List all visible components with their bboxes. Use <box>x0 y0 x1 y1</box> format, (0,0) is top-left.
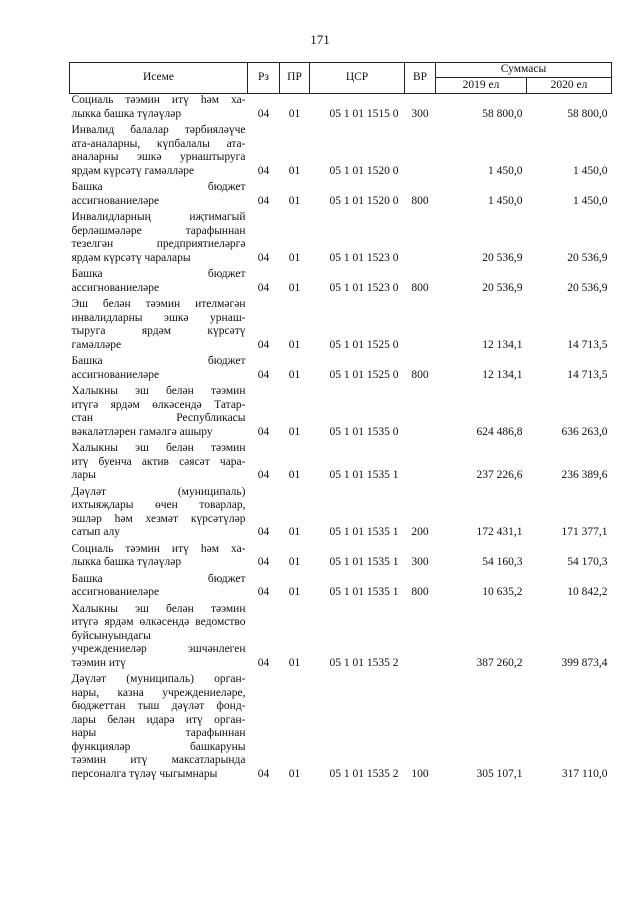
row-name-line: гамәлләре <box>71 338 122 351</box>
row-name <box>70 181 248 211</box>
row-name-line: Халыкны эш белән тәэмин <box>71 385 246 397</box>
row-name <box>70 486 248 543</box>
row-name-line: Инвалидларның иҗтимагый <box>71 211 246 223</box>
table-row <box>70 181 612 211</box>
row-rz: 04 <box>257 368 270 381</box>
row-sum-2020: 20 536,9 <box>567 281 608 294</box>
row-name-line: учреждениеләр эшчәнлеген <box>71 643 246 655</box>
row-pr: 01 <box>288 586 301 598</box>
row-csr: 05 1 01 1535 0 <box>329 425 399 438</box>
row-name-line: Дәүләт (муниципаль) <box>71 485 246 498</box>
table-row <box>70 268 612 298</box>
row-name-line: Башка бюджет <box>71 572 246 585</box>
row-sum-2020: 14 713,5 <box>567 368 608 381</box>
header-year-2019: 2019 ел <box>436 78 527 94</box>
row-vr <box>405 385 436 442</box>
header-year-2020: 2020 ел <box>527 78 612 94</box>
row-sum-2019: 54 160,3 <box>482 556 523 568</box>
row-name <box>70 442 248 486</box>
table-row <box>70 573 612 603</box>
row-sum-2020: 317 110,0 <box>561 767 608 780</box>
row-vr <box>405 211 436 268</box>
row-vr: 200 <box>411 526 429 538</box>
table-body <box>70 94 612 785</box>
row-name-line: эшләр һәм хезмәт күрсәтүләр <box>71 512 246 525</box>
row-name-line: буйсынуындагы <box>71 629 151 642</box>
row-sum-2019: 624 486,8 <box>476 425 523 438</box>
row-name-line: ассигнованиеләре <box>71 368 160 381</box>
row-name <box>70 268 248 298</box>
row-csr: 05 1 01 1535 1 <box>329 526 399 538</box>
row-sum-2019: 237 226,6 <box>476 469 523 481</box>
row-sum-2020: 1 450,0 <box>573 194 608 207</box>
row-name <box>70 603 248 674</box>
row-name-line: Башка бюджет <box>71 355 246 367</box>
row-name-line: лары <box>71 469 96 481</box>
row-rz: 04 <box>257 469 270 481</box>
row-vr: 800 <box>411 194 429 207</box>
row-vr: 300 <box>411 107 429 120</box>
row-sum-2020: 636 263,0 <box>561 425 608 438</box>
row-name-line: лыкка башка түләүләр <box>71 556 182 568</box>
table-row <box>70 94 612 125</box>
table-row <box>70 543 612 573</box>
row-rz: 04 <box>257 767 270 780</box>
row-name-line: ассигнованиеләре <box>71 194 160 207</box>
header-pr: ПР <box>280 63 310 94</box>
row-name-line: ярдәм күрсәтү чаралары <box>71 251 191 264</box>
row-rz: 04 <box>257 586 270 598</box>
row-csr: 05 1 01 1515 0 <box>329 107 399 120</box>
row-csr: 05 1 01 1523 0 <box>329 251 399 264</box>
row-name-line: Социаль тәэмин итү һәм ха- <box>71 94 246 106</box>
row-name-line: Халыкны эш белән тәэмин <box>71 602 246 615</box>
row-rz: 04 <box>257 338 270 351</box>
row-rz: 04 <box>257 251 270 264</box>
row-sum-2020: 14 713,5 <box>567 338 608 351</box>
row-sum-2020: 236 389,6 <box>561 469 608 481</box>
row-csr: 05 1 01 1535 1 <box>329 469 399 481</box>
header-csr: ЦСР <box>310 63 405 94</box>
row-name-line: стан Республикасы <box>71 412 246 424</box>
row-pr: 01 <box>288 107 301 120</box>
row-name-line: тезелгән предприятиеләргә <box>71 238 246 250</box>
row-name-line: ата-аналарны, күпбалалы ата- <box>71 137 246 150</box>
row-pr: 01 <box>288 526 301 538</box>
row-name <box>70 94 248 125</box>
row-name <box>70 355 248 385</box>
table-header <box>70 63 612 94</box>
row-rz: 04 <box>257 656 270 669</box>
row-pr: 01 <box>288 164 301 177</box>
row-name-line: Башка бюджет <box>71 181 246 193</box>
row-csr: 05 1 01 1523 0 <box>329 281 399 294</box>
row-sum-2020: 1 450,0 <box>573 164 608 177</box>
row-name-line: Башка бюджет <box>71 268 246 280</box>
row-name-line: итүгә ярдәм өлкәсендә ведомство <box>71 616 246 628</box>
row-pr: 01 <box>288 338 301 351</box>
row-name-line: Халыкны эш белән тәэмин <box>71 442 246 454</box>
row-name-line: итү буенча актив сәясәт чара- <box>71 455 246 468</box>
row-name-line: ихтыяҗлары өчен товарлар, <box>71 499 246 511</box>
row-vr: 800 <box>411 586 429 598</box>
row-sum-2019: 58 800,0 <box>482 107 523 120</box>
row-vr: 800 <box>411 281 429 294</box>
row-sum-2020: 58 800,0 <box>567 107 608 120</box>
row-sum-2019: 20 536,9 <box>482 281 523 294</box>
row-sum-2019: 12 134,1 <box>482 338 523 351</box>
header-rz: Рз <box>248 63 280 94</box>
row-pr: 01 <box>288 767 301 780</box>
row-name <box>70 385 248 442</box>
row-sum-2020: 54 170,3 <box>567 556 608 568</box>
row-sum-2019: 1 450,0 <box>488 164 523 177</box>
table-row <box>70 486 612 543</box>
row-sum-2019: 1 450,0 <box>488 194 523 207</box>
row-name-line: лыкка башка түләүләр <box>71 107 182 120</box>
row-sum-2020: 399 873,4 <box>561 656 608 669</box>
row-vr: 800 <box>411 368 429 381</box>
row-sum-2019: 12 134,1 <box>482 368 523 381</box>
row-name-line: сатып алу <box>71 526 121 538</box>
row-pr: 01 <box>288 194 301 207</box>
row-name-line: итүгә ярдәм өлкәсендә Татар- <box>71 398 246 411</box>
row-name-line: вәкаләтләрен гамәлгә ашыру <box>71 425 213 438</box>
row-pr: 01 <box>288 556 301 568</box>
row-name-line: аналарны эшкә урнаштыруга <box>71 151 246 163</box>
table-row <box>70 442 612 486</box>
row-sum-2020: 171 377,1 <box>561 526 608 538</box>
table-row <box>70 355 612 385</box>
table-row <box>70 298 612 355</box>
header-sums: Суммасы <box>436 63 612 78</box>
header-vr: ВР <box>405 63 436 94</box>
row-rz: 04 <box>257 425 270 438</box>
row-rz: 04 <box>257 194 270 207</box>
row-csr: 05 1 01 1525 0 <box>329 368 399 381</box>
budget-table <box>69 62 612 784</box>
row-vr <box>405 298 436 355</box>
row-vr <box>405 442 436 486</box>
row-rz: 04 <box>257 281 270 294</box>
row-sum-2019: 305 107,1 <box>476 767 523 780</box>
table-row <box>70 603 612 674</box>
row-name-line: лары белән идарә итү орган- <box>71 713 246 726</box>
row-name-line: Дәүләт (муниципаль) орган- <box>71 673 246 685</box>
row-csr: 05 1 01 1520 0 <box>329 194 399 207</box>
row-csr: 05 1 01 1520 0 <box>329 164 399 177</box>
table-row <box>70 673 612 784</box>
row-name-line: нары, казна учреждениеләре, <box>71 686 246 699</box>
row-name-line: тәэмин итү максатларында <box>71 754 246 766</box>
row-sum-2020: 20 536,9 <box>567 251 608 264</box>
row-name-line: Социаль тәэмин итү һәм ха- <box>71 542 246 555</box>
row-name-line: инвалидларны эшкә урнаш- <box>71 311 246 324</box>
row-name <box>70 543 248 573</box>
header-name: Исеме <box>70 63 248 94</box>
row-vr: 300 <box>411 556 429 568</box>
row-name <box>70 673 248 784</box>
row-pr: 01 <box>288 251 301 264</box>
row-name-line: бюджеттан тыш дәүләт фонд- <box>71 700 246 712</box>
row-sum-2019: 172 431,1 <box>476 526 523 538</box>
row-sum-2019: 20 536,9 <box>482 251 523 264</box>
row-name-line: Эш белән тәэмин ителмәгән <box>71 298 246 310</box>
table-row <box>70 124 612 181</box>
row-rz: 04 <box>257 164 270 177</box>
row-pr: 01 <box>288 281 301 294</box>
row-rz: 04 <box>257 556 270 568</box>
row-name-line: тәэмин итү <box>71 656 126 669</box>
row-vr <box>405 124 436 181</box>
row-vr: 100 <box>411 767 429 780</box>
row-rz: 04 <box>257 107 270 120</box>
row-name <box>70 211 248 268</box>
row-name-line: функцияләр башкаруны <box>71 740 246 753</box>
row-pr: 01 <box>288 656 301 669</box>
row-name-line: ассигнованиеләре <box>71 281 160 294</box>
row-csr: 05 1 01 1535 2 <box>329 767 399 780</box>
row-name-line: берләшмәләре тарафыннан <box>71 224 246 237</box>
row-sum-2020: 10 842,2 <box>567 586 608 598</box>
row-rz: 04 <box>257 526 270 538</box>
row-name-line: тыруга ярдәм күрсәтү <box>71 325 246 337</box>
page-number: 171 <box>310 32 330 47</box>
row-name-line: ярдәм күрсәтү гамәлләре <box>71 164 195 177</box>
row-name-line: Инвалид балалар тәрбияләүче <box>71 124 246 136</box>
row-sum-2019: 10 635,2 <box>482 586 523 598</box>
row-pr: 01 <box>288 469 301 481</box>
table-row <box>70 385 612 442</box>
row-pr: 01 <box>288 368 301 381</box>
row-name <box>70 298 248 355</box>
row-name-line: ассигнованиеләре <box>71 586 160 598</box>
row-csr: 05 1 01 1535 1 <box>329 556 399 568</box>
row-name <box>70 124 248 181</box>
table-row <box>70 211 612 268</box>
row-name <box>70 573 248 603</box>
row-name-line: персоналга түләү чыгымнары <box>71 767 218 780</box>
row-vr <box>405 603 436 674</box>
row-csr: 05 1 01 1525 0 <box>329 338 399 351</box>
row-name-line: нары тарафыннан <box>71 727 246 739</box>
row-csr: 05 1 01 1535 1 <box>329 586 399 598</box>
row-pr: 01 <box>288 425 301 438</box>
row-sum-2019: 387 260,2 <box>476 656 523 669</box>
row-csr: 05 1 01 1535 2 <box>329 656 399 669</box>
